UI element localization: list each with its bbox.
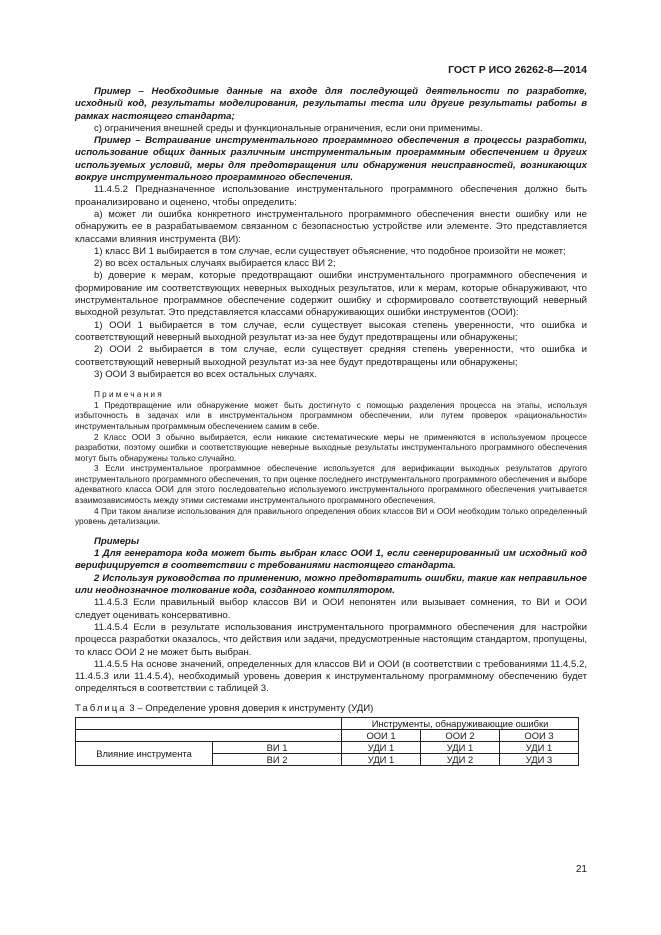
paragraph: b) доверие к мерам, которые предотвращают ошибки инструментального программного обеспечения и формирование им соответствующих неверных выходных результатов, или к мерам, которые обнаруживают, что инструментальное программное обеспечение содержит ошибку и сформировало соответствующий неверный выходной результат. Это представляется классами обнаруживающих ошибки инструментов (ООИ): (75, 270, 587, 319)
example-paragraph: Пример – Необходимые данные на входе для последующей деятельности по разработке, исходный код, результаты моделирования, результаты теста или другие результаты работы в рамках настоящего стандарта; (75, 86, 587, 122)
table-caption-word: Таблица (75, 702, 127, 714)
table-columns-row (76, 730, 579, 742)
note-item: 2 Класс ООИ 3 обычно выбирается, если никакие систематические меры не применяются в используемом процессе разработки, поэтому ошибки и соответствующие неверные выходные результаты инструментального программного обеспечения могут быть обнаружены только случайно. (75, 431, 587, 463)
paragraph: 11.4.5.2 Предназначенное использование инструментального программного обеспечения должно быть проанализировано и оценено, чтобы определить: (75, 184, 587, 208)
table-caption-text: 3 – Определение уровня доверия к инструменту (УДИ) (129, 702, 374, 714)
paragraph: 11.4.5.5 На основе значений, определенных для классов ВИ и ООИ (в соответствии с требованиями 11.4.5.2, 11.4.5.3 или 11.4.5.4), необходимый уровень доверия к инструментальному программному обеспечению будет определяться в соответствии с таблицей 3. (75, 658, 587, 695)
table-corner-cell (76, 718, 342, 730)
example-paragraph: Пример – Встраивание инструментального программного обеспечения в процессы разработки, использование общих данных различным инструментальным программным обеспечением и других используемых условий, меры для предотвращения или обнаружения неисправностей, возникающих вокруг инструментального программного обеспечения. (75, 135, 587, 184)
page-body (75, 86, 587, 766)
table-corner-cell (76, 730, 342, 742)
column-header: ООИ 3 (499, 730, 578, 742)
paragraph: a) может ли ошибка конкретного инструментального программного обеспечения внести ошибку или не обнаружить ее в разрабатываемом связанном с безопасностью устройстве или элементе. Это представляется классами влияния инструмента (ВИ): (75, 208, 587, 245)
paragraph: 1) класс ВИ 1 выбирается в том случае, если существует объяснение, что подобное произойти не может; (94, 245, 566, 257)
table-cell: УДИ 3 (499, 754, 578, 766)
confidence-table (75, 717, 579, 766)
page-number: 21 (575, 864, 587, 875)
note-item: 1 Предотвращение или обнаружение может быть достигнуто с помощью разделения процесса на этапы, используя избыточность в задачах или в инструментальном программном обеспечении, или путем проверок «рациональности» инструментальным программным обеспечением самим в себе. (75, 399, 587, 431)
table-cell: УДИ 1 (421, 742, 500, 754)
table-header-row (76, 718, 579, 730)
paragraph: 2) ООИ 2 выбирается в том случае, если существует средняя степень уверенности, что ошибка и соответствующий неверный выходной результат из-за нее будут предотвращены или обнаружены; (75, 344, 587, 368)
examples-caption: Примеры (94, 535, 140, 547)
row-label: ВИ 1 (213, 742, 342, 754)
row-label: ВИ 2 (213, 754, 342, 766)
table-group-header: Инструменты, обнаруживающие ошибки (342, 718, 579, 730)
row-group-header: Влияние инструмента (76, 742, 213, 766)
paragraph: 3) ООИ 3 выбирается во всех остальных случаях. (94, 368, 317, 380)
document-header: ГОСТ Р ИСО 26262-8—2014 (448, 64, 587, 76)
paragraph: 11.4.5.3 Если правильный выбор классов ВИ и ООИ непонятен или вызывает сомнения, то ВИ и ООИ следует оценивать консервативно. (75, 597, 587, 621)
notes-caption: Примечания (94, 389, 164, 400)
table-cell: УДИ 1 (342, 754, 421, 766)
note-item: 4 При таком анализе использования для правильного определения обоих классов ВИ и ООИ необходим только определенный уровень детализации. (75, 505, 587, 527)
example-item: 2 Используя руководства по применению, можно предотвратить ошибки, такие как неправильное или неоднозначное толкование кода, созданного компилятором. (75, 572, 587, 597)
table-cell: УДИ 1 (499, 742, 578, 754)
column-header: ООИ 2 (421, 730, 500, 742)
paragraph: 1) ООИ 1 выбирается в том случае, если существует высокая степень уверенности, что ошибка и соответствующий неверный выходной результат из-за нее будут предотвращены или обнаружены; (75, 319, 587, 343)
paragraph: c) ограничения внешней среды и функциональные ограничения, если они применимы. (94, 122, 483, 134)
notes-block (75, 389, 587, 527)
table-row (76, 742, 579, 754)
paragraph: 11.4.5.4 Если в результате использования инструментального программного обеспечения для настройки процесса разработки оказалось, что действия или задачи, предусмотренные настоящим стандартом, пропущены, то класс ООИ 2 не может быть выбран. (75, 621, 587, 658)
paragraph: 2) во всех остальных случаях выбирается класс ВИ 2; (94, 258, 336, 270)
note-item: 3 Если инструментальное программное обеспечение используется для верификации выходных результатов другого инструментального программного обеспечения, то при оценке последнего инструментального программного обеспечения и выборе адекватного класса ООИ для этого последовательно используемого инструментального программного обеспечения учитывается взаимозависимость между этими системами инструментального программного обеспечения. (75, 463, 587, 506)
column-header: ООИ 1 (342, 730, 421, 742)
table-cell: УДИ 2 (421, 754, 500, 766)
table-caption (75, 703, 587, 715)
table-cell: УДИ 1 (342, 742, 421, 754)
example-item: 1 Для генератора кода может быть выбран класс ООИ 1, если сгенерированный им исходный код верифицируется в соответствии с требованиями настоящего стандарта. (75, 548, 587, 572)
